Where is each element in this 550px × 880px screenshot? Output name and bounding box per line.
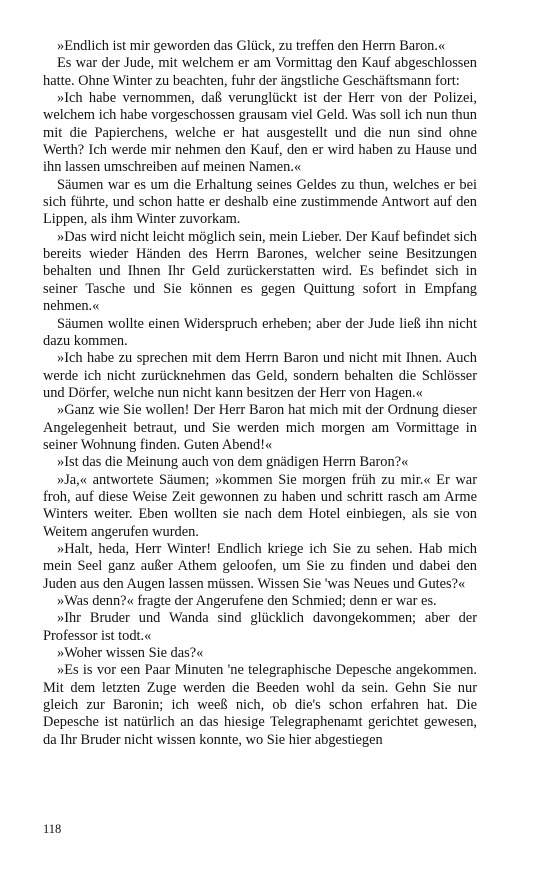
paragraph: »Ich habe vernommen, daß verunglückt ist der Herr von der Polizei, welchem ich habe vorgeschossen grausam viel Geld. Was soll ich nun thun mit die Papierchens, welche er hat ausgestellt und die nun sind ohne Werth? Ich werde mir nehmen den Kauf, den er wird haben zu Hause und ihn lassen umschreiben auf meinen Namen.« [43,90,477,176]
body-text [43,38,477,749]
paragraph: »Endlich ist mir geworden das Glück, zu treffen den Herrn Baron.« [57,38,446,54]
paragraph: »Ihr Bruder und Wanda sind glücklich davongekommen; aber der Professor ist todt.« [43,610,477,644]
paragraph: »Es is vor een Paar Minuten 'ne telegraphische Depesche angekommen. Mit dem letzten Zuge werden die Beeden wohl da sein. Gehn Sie nur gleich zur Baronin; ich weeß nich, ob die's schon erfahren hat. Die Depesche ist natürlich an das hiesige Telegraphenamt gerichtet gewesen, da Ihr Bruder nicht wissen konnte, wo Sie hier abgestiegen [43,662,477,748]
paragraph: »Woher wissen Sie das?« [57,645,204,662]
paragraph: »Ganz wie Sie wollen! Der Herr Baron hat mich mit der Ordnung dieser Angelegenheit betraut, und Sie werden mich morgen am Vormittage in seiner Wohnung finden. Guten Abend!« [43,402,477,453]
paragraph: »Ist das die Meinung auch von dem gnädigen Herrn Baron?« [57,454,409,471]
paragraph: »Ja,« antwortete Säumen; »kommen Sie morgen früh zu mir.« Er war froh, auf diese Weise Zeit gewonnen zu haben und schritt rasch am Arme Winters weiter. Eben wollten sie nach dem Hotel einbiegen, als sie von Weitem angerufen wurden. [43,471,477,540]
paragraph: Es war der Jude, mit welchem er am Vormittag den Kauf abgeschlossen hatte. Ohne Winter zu beachten, fuhr der ängstliche Geschäftsmann fort: [43,55,477,89]
paragraph: Säumen wollte einen Widerspruch erheben; aber der Jude ließ ihn nicht dazu kommen. [43,315,477,349]
paragraph: »Ich habe zu sprechen mit dem Herrn Baron und nicht mit Ihnen. Auch werde ich nicht zurücknehmen das Geld, sondern behalten die Schlösser und Dörfer, welche nun nicht kann besitzen der Herr von Hagen.« [43,350,477,401]
paragraph: »Das wird nicht leicht möglich sein, mein Lieber. Der Kauf befindet sich bereits wieder Händen des Herrn Barones, welcher seine Besitzungen behalten und Ihnen Ihr Geld zurückerstatten wird. Es befindet sich in seiner Tasche und Sie können es gegen Quittung sofort in Empfang nehmen.« [43,228,478,315]
paragraph: »Halt, heda, Herr Winter! Endlich kriege ich Sie zu sehen. Hab mich mein Seel ganz außer Athem geloofen, um Sie zu finden und dabei den Juden aus den Augen lassen müssen. Wissen Sie 'was Neues und Gutes?« [43,540,477,592]
page-number: 118 [43,822,62,836]
paragraph: »Was denn?« fragte der Angerufene den Schmied; denn er war es. [57,593,437,609]
paragraph: Säumen war es um die Erhaltung seines Geldes zu thun, welches er bei sich führte, und schon hatte er deshalb eine zustimmende Antwort auf den Lippen, als ihm Winter zuvorkam. [43,176,477,228]
